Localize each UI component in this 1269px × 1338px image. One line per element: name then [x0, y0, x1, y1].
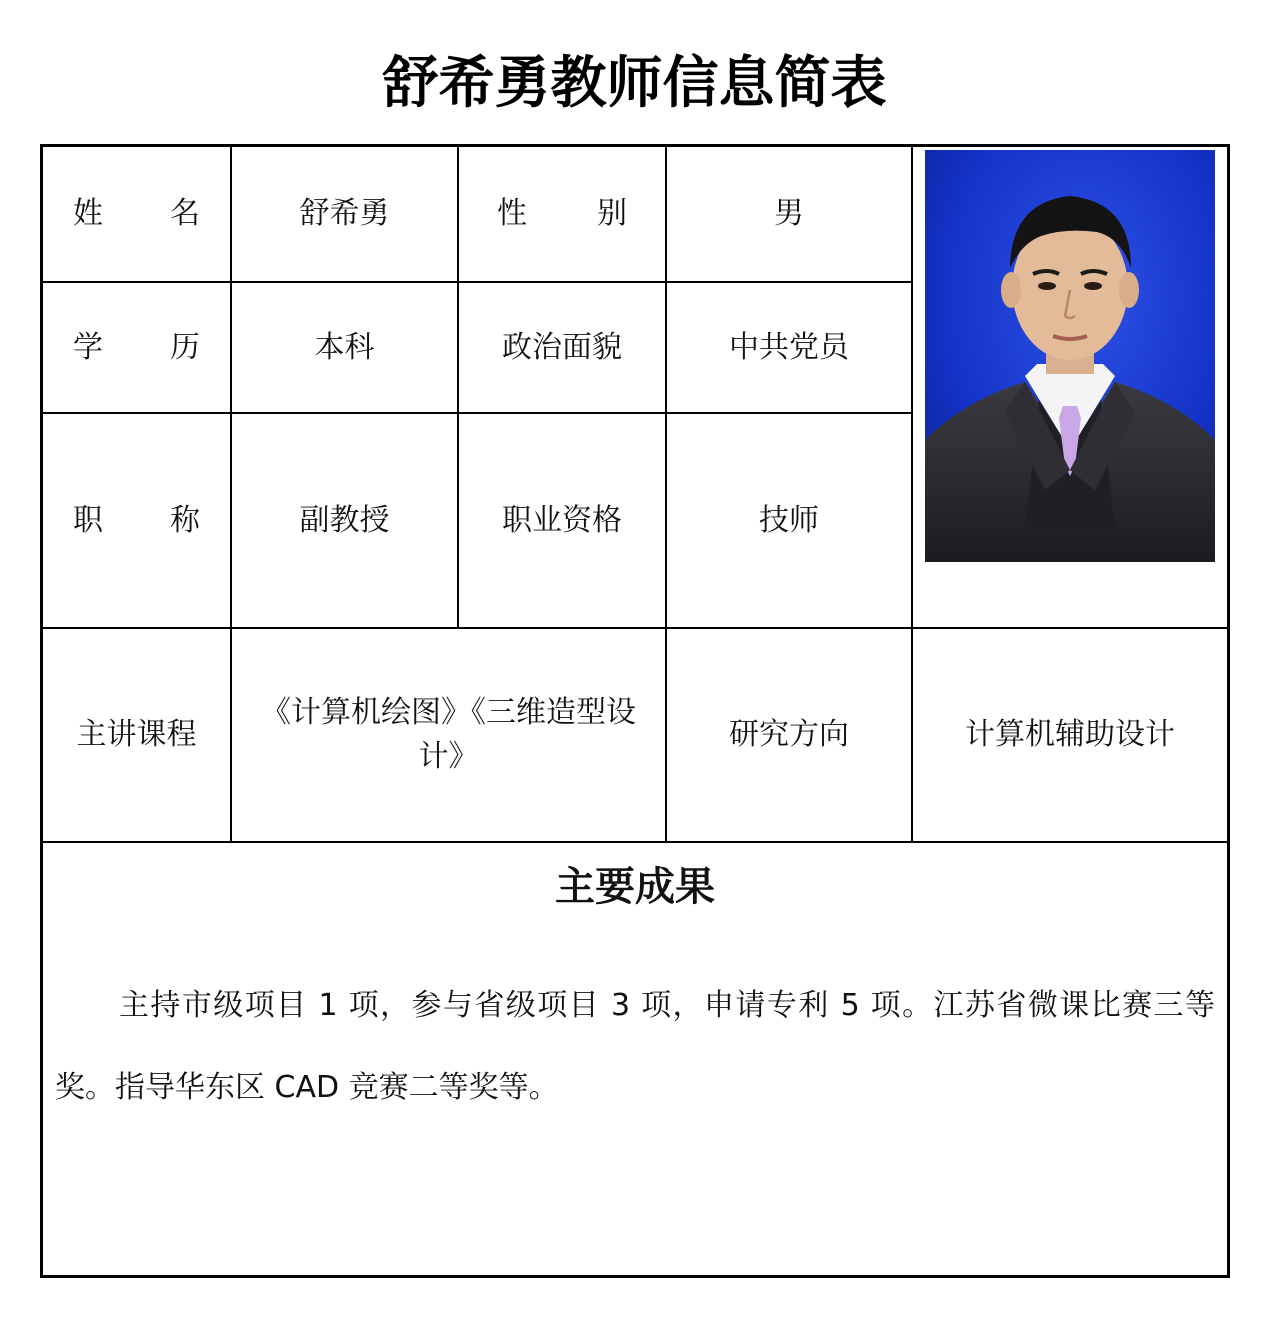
rank-value: 副教授	[299, 502, 390, 538]
gender-label: 性 别	[497, 196, 627, 231]
gender-value: 男	[774, 196, 804, 231]
education-value: 本科	[314, 329, 375, 365]
info-table	[40, 144, 1230, 1278]
achievements-heading: 主要成果	[555, 863, 715, 910]
portrait-photo	[925, 150, 1215, 562]
courses-value: 《计算机绘图》《三维造型设计》	[261, 695, 636, 774]
rank-label: 职 称	[73, 502, 200, 538]
achievements-text: 主持市级项目 1 项，参与省级项目 3 项，申请专利 5 项。江苏省微课比赛三等奖。指导华东区 CAD 竞赛二等奖等。	[55, 988, 1215, 1105]
qualification-label: 职业资格	[502, 502, 622, 538]
name-label: 姓 名	[73, 196, 200, 231]
political-label: 政治面貌	[502, 329, 622, 365]
courses-label: 主讲课程	[76, 717, 197, 752]
row-divider	[43, 841, 1227, 843]
portrait-icon	[925, 150, 1215, 562]
education-label: 学 历	[73, 329, 200, 365]
research-value: 计算机辅助设计	[965, 717, 1175, 752]
name-value: 舒希勇	[299, 196, 390, 231]
qualification-value: 技师	[759, 502, 819, 538]
page-title: 舒希勇教师信息简表	[382, 51, 887, 116]
research-label: 研究方向	[729, 717, 849, 752]
political-value: 中共党员	[729, 329, 849, 365]
